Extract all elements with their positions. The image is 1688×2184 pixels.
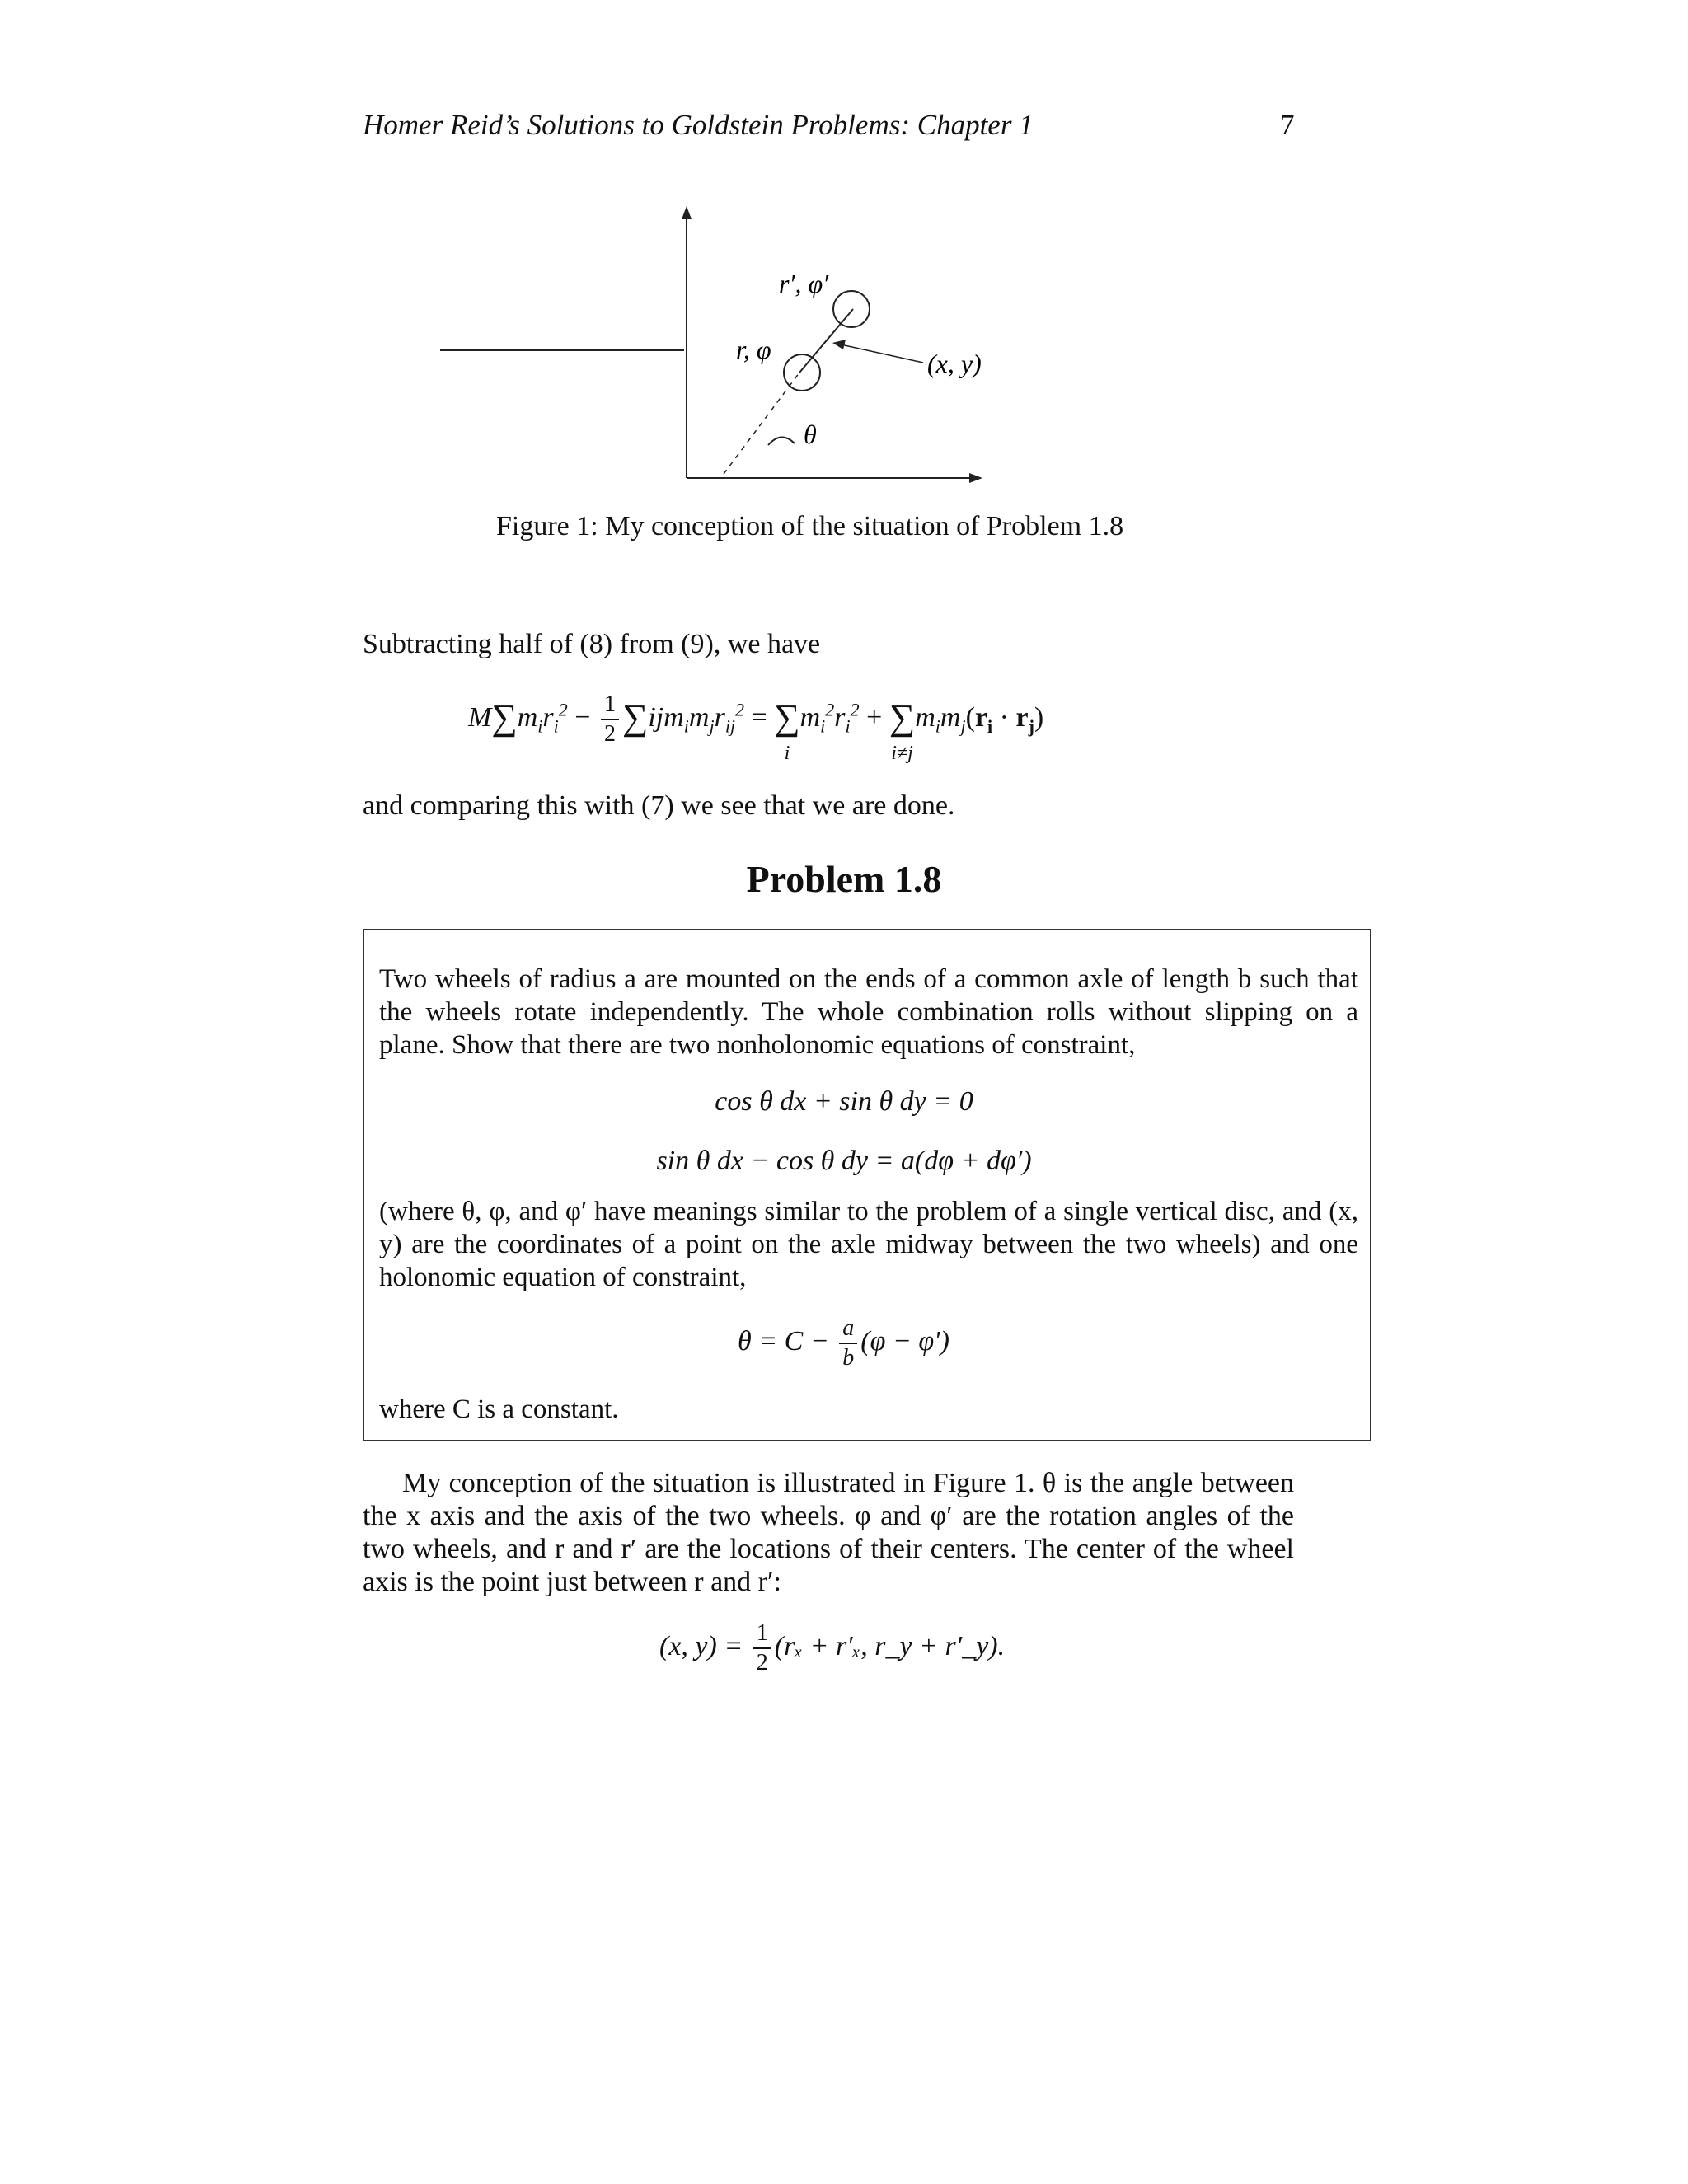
holonomic-equation bbox=[738, 1315, 950, 1372]
holonomic-eq-den: b bbox=[842, 1345, 855, 1371]
intro-text: Subtracting half of (8) from (9), we have bbox=[363, 629, 821, 659]
y-axis-arrow bbox=[682, 206, 692, 219]
xy-pointer bbox=[841, 344, 923, 363]
running-header-title: Homer Reid’s Solutions to Goldstein Problems: Chapter 1 bbox=[363, 109, 1034, 141]
label-xy: (x, y) bbox=[927, 349, 982, 378]
intro-conclusion: and comparing this with (7) we see that we are done. bbox=[363, 790, 955, 821]
constraint-eq1: cos θ dx + sin θ dy = 0 bbox=[715, 1086, 973, 1117]
problem-middle-text: (where θ, φ, and φ′ have meanings similar to the problem of a single vertical disc, and (x, y) are the coordinates of a point on the axle midway between the two wheels) and one holonomic equation of constraint, bbox=[379, 1197, 1358, 1292]
wheel-r bbox=[784, 354, 820, 391]
problem-title: Problem 1.8 bbox=[746, 858, 942, 900]
axle-extension-dashed bbox=[724, 373, 799, 474]
equation-subtract: $M\sum m_ir_i^2$ − $\frac{1}{2}$ $\sum ijm_im_jr_{ij}^2$ = ∑ i $m_i^2r_i^2$ + ∑ i≠j $m_im_j(r_i \cdot r_j)$ bbox=[468, 691, 1044, 764]
problem-end-text: where C is a constant. bbox=[379, 1394, 619, 1424]
midpoint-eq-left: (x, y) = bbox=[659, 1630, 743, 1661]
midpoint-eq-num: 1 bbox=[753, 1619, 771, 1649]
figure-caption: Figure 1: My conception of the situation of Problem 1.8 bbox=[496, 511, 1124, 541]
label-theta: θ bbox=[804, 419, 817, 449]
page-number: 7 bbox=[1280, 109, 1295, 141]
label-rprime-phiprime: r′, φ′ bbox=[779, 269, 829, 298]
theta-arc bbox=[768, 437, 795, 445]
midpoint-eq-den: 2 bbox=[756, 1650, 768, 1675]
holonomic-eq-num: a bbox=[839, 1315, 857, 1344]
wheel-rprime bbox=[833, 291, 870, 327]
figure-diagram bbox=[429, 198, 1006, 494]
holonomic-eq-right: (φ − φ′) bbox=[860, 1325, 950, 1357]
x-axis-arrow bbox=[969, 473, 982, 483]
problem-statement: Two wheels of radius a are mounted on the ends of a common axle of length b such that the wheels rotate independently. The whole combination rolls without slipping on a plane. Show that there are two nonholonomic equations of constraint, bbox=[379, 964, 1358, 1060]
midpoint-equation bbox=[659, 1619, 1005, 1677]
xy-pointer-head bbox=[832, 340, 846, 349]
holonomic-eq-left: θ = C − bbox=[738, 1325, 829, 1357]
label-r-phi: r, φ bbox=[736, 335, 771, 364]
solution-text: My conception of the situation is illustrated in Figure 1. θ is the angle between the x axis and the axis of the two wheels. φ and φ′ are the rotation angles of the two wheels, and r and r′ are the locations of their centers. The center of the wheel axis is the point just between r and r′: bbox=[363, 1468, 1294, 1597]
constraint-eq2: sin θ dx − cos θ dy = a(dφ + dφ′) bbox=[656, 1146, 1032, 1176]
midpoint-eq-right: (rₓ + r′ₓ, r_y + r′_y). bbox=[774, 1630, 1006, 1661]
